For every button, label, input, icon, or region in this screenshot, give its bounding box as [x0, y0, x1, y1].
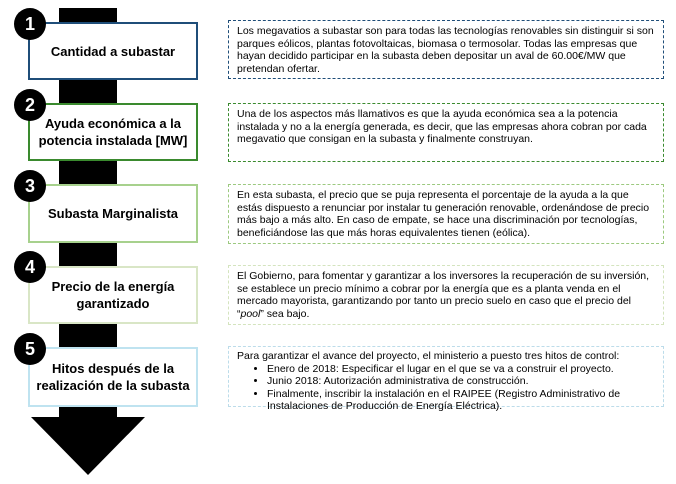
step-4-description	[228, 265, 664, 325]
step-2-number: 2	[14, 89, 46, 121]
step-2-title-text: Ayuda económica a la potencia instalada [MW]	[38, 116, 188, 148]
step-1-number: 1	[14, 8, 46, 40]
step-5-title	[28, 347, 198, 407]
step-2-title	[28, 103, 198, 161]
step-5-bullet-1: • Enero de 2018: Especificar el lugar en el que se va a construir el proyecto.	[267, 363, 655, 376]
step-5-number: 5	[14, 333, 46, 365]
step-5-title-text: Hitos después de la realización de la subasta	[36, 361, 190, 393]
step-3-title	[28, 184, 198, 243]
step-5-bullet-list	[237, 363, 655, 413]
step-3-description-text: En esta subasta, el precio que se puja representa el porcentaje de la ayuda a la que estás dispuesto a renunciar por instalar tu generación renovable, ordenándose de precio más bajo a más alto. En caso de empate, se hace una discriminación por tecnologías, beneficiándose las que más horas equivalentes tienen (eólica).	[237, 189, 650, 239]
step-2-description-text: Una de los aspectos más llamativos es que la ayuda económica sea a la potencia instalada y no a la energía generada, es decir, que las empresas ahora cobran por cada megavatio que consigan en la subasta y finalmente construyan.	[237, 108, 647, 145]
step-3-description	[228, 184, 664, 244]
step-1-description	[228, 20, 664, 79]
step-5-intro: Para garantizar el avance del proyecto, el ministerio a puesto tres hitos de control:	[237, 350, 620, 362]
step-4-description-em: pool	[240, 307, 261, 320]
step-4-description-post: ” sea bajo.	[260, 307, 310, 320]
step-4-title-text: Precio de la energía garantizado	[51, 279, 175, 311]
step-4-title	[28, 266, 198, 324]
step-5-description	[228, 346, 664, 412]
step-2-description	[228, 103, 664, 162]
flow-arrow-head	[31, 417, 145, 475]
step-3-number: 3	[14, 170, 46, 202]
step-1-title	[28, 22, 198, 80]
step-5-bullet-2: • Junio 2018: Autorización administrativa de construcción.	[267, 375, 655, 388]
step-4-number: 4	[14, 251, 46, 283]
step-3-title-text: Subasta Marginalista	[47, 206, 179, 221]
step-4-description-pre: El Gobierno, para fomentar y garantizar a los inversores la recuperación de su inversión, se establece un precio mínimo a cobrar por la energía que es a planta venda en el mercado mayorista, garantizando por tanto un precio suelo en caso que el precio del “	[237, 270, 650, 320]
step-1-description-text: Los megavatios a subastar son para todas las tecnologías renovables sin distinguir si son parques eólicos, plantas fotovoltaicas, biomasa o termosolar. Todas las empresas que hayan decidido participar en la subasta deben depositar un aval de 60.00€/MW que pretendan ofertar.	[237, 25, 654, 75]
step-1-title-text: Cantidad a subastar	[50, 43, 176, 59]
step-5-bullet-3: • Finalmente, inscribir la instalación en el RAIPEE (Registro Administrativo de Instalaciones de Producción de Energía Eléctrica).	[267, 388, 655, 413]
